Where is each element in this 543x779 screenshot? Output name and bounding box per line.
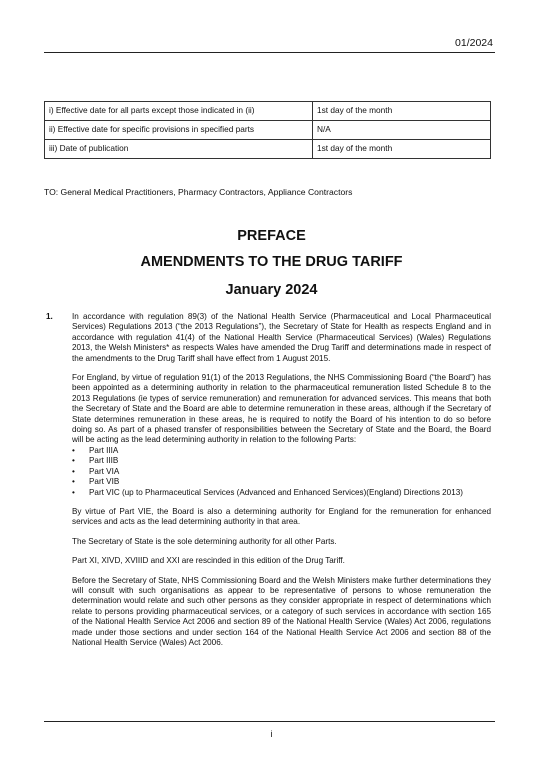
list-item xyxy=(72,467,491,477)
header-rule xyxy=(44,52,495,53)
paragraph: Before the Secretary of State, NHS Commissioning Board and the Welsh Ministers make further determinations they will consult with such organisations as appear to be representative of persons to whose remuneration the determination would relate and such other persons as they consider appropriate in respect of determinations which relate to persons providing pharmaceutical services, or a category of such services in accordance with section 165 of the National Health Service Act 2006 and section 89 of the National Health Service (Wales) Act 2006, regulations made under those sections and under section 164 of the National Health Service Act 2006 and section 88 of the National Health Service (Wales) Act 2006. xyxy=(72,575,491,647)
section-body xyxy=(72,312,491,657)
parts-list xyxy=(72,446,491,498)
paragraph: Part XI, XIVD, XVIIID and XXI are rescinded in this edition of the Drug Tariff. xyxy=(72,556,345,566)
paragraph: By virtue of Part VIE, the Board is also a determining authority for England for the remuneration for enhanced services and acts as the lead determining authority in that area. xyxy=(72,506,491,527)
bullet-icon: • xyxy=(72,445,75,455)
table-row xyxy=(45,102,491,121)
table-cell-label: ii) Effective date for specific provisions in specified parts xyxy=(45,121,313,140)
bullet-icon: • xyxy=(72,487,75,497)
table-cell-value: 1st day of the month xyxy=(313,102,491,121)
list-item-text: Part VIC (up to Pharmaceutical Services (Advanced and Enhanced Services)(England) Directions 2013) xyxy=(89,487,463,497)
bullet-icon: • xyxy=(72,477,75,487)
bullet-icon: • xyxy=(72,466,75,476)
list-item-text: Part VIA xyxy=(89,466,120,476)
list-item xyxy=(72,446,491,456)
list-item xyxy=(72,456,491,466)
list-item xyxy=(72,477,491,487)
list-item-text: Part IIIA xyxy=(89,445,119,455)
amendments-heading: AMENDMENTS TO THE DRUG TARIFF xyxy=(140,254,403,270)
table-cell-label: i) Effective date for all parts except those indicated in (ii) xyxy=(45,102,313,121)
bullet-icon: • xyxy=(72,456,75,466)
footer-rule xyxy=(44,721,495,722)
effective-dates-table xyxy=(44,101,491,159)
table-cell-label: iii) Date of publication xyxy=(45,140,313,159)
recipients-line: TO: General Medical Practitioners, Pharmacy Contractors, Appliance Contractors xyxy=(44,187,353,197)
paragraph: The Secretary of State is the sole determining authority for all other Parts. xyxy=(72,536,337,546)
table-cell-value: 1st day of the month xyxy=(313,140,491,159)
document-number: 01/2024 xyxy=(455,37,493,49)
list-item-text: Part VIB xyxy=(89,477,120,487)
preface-heading: PREFACE xyxy=(237,228,306,244)
paragraph: For England, by virtue of regulation 91(1) of the 2013 Regulations, the NHS Commissioning Board (“the Board”) has been appointed as a determining authority in relation to the pharmaceutical remuneration listed Schedule 8 to the 2013 Regulations (ie types of service remuneration) and remuneration for advanced services. This means that both the Secretary of State and the Board are able to determine remuneration in these areas, although if the Secretary of State determines remuneration in these areas, he is required to notify the Board of his intention to do so before doing so. As part of a phased transfer of responsibilities between the Secretary of State and the Board, the Board will be acting as the lead determining authority in relation to the following Parts: xyxy=(72,373,491,445)
section-number: 1. xyxy=(46,312,53,321)
table-cell-value: N/A xyxy=(313,121,491,140)
month-heading: January 2024 xyxy=(225,282,318,298)
paragraph: In accordance with regulation 89(3) of the National Health Service (Pharmaceutical and Local Pharmaceutical Services) Regulations 2013 (“the 2013 Regulations”), the Secretary of State for Health as respects England and in accordance with regulation 41(4) of the National Health Service (Pharmaceutical Services) (Wales) Regulations 2013, the Welsh Ministers* as respects Wales have amended the Drug Tariff and determinations made in respect of the amendments to the Drug Tariff shall have effect from 1 August 2015. xyxy=(72,312,491,363)
table-row xyxy=(45,121,491,140)
list-item xyxy=(72,488,491,498)
page-number: i xyxy=(270,729,273,739)
list-item-text: Part IIIB xyxy=(89,456,119,466)
table-row xyxy=(45,140,491,159)
